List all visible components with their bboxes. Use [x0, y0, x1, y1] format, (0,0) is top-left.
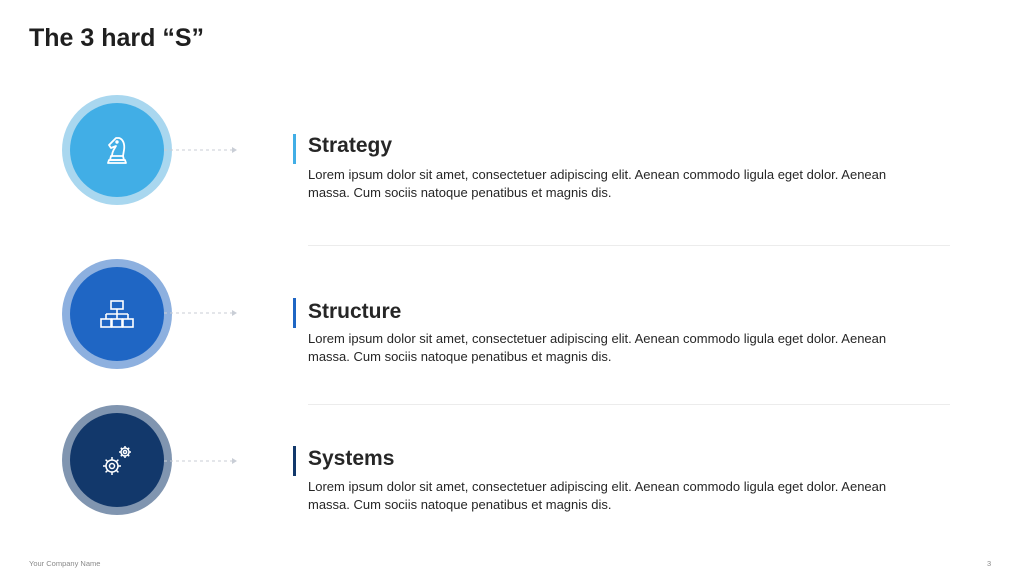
item-heading: Structure: [308, 300, 402, 323]
footer-company-name: Your Company Name: [29, 559, 101, 568]
circle-structure: [62, 259, 172, 369]
connector-arrow: [164, 456, 238, 466]
connector-arrow: [164, 145, 238, 155]
slide-title: The 3 hard “S”: [29, 24, 205, 52]
accent-bar: [293, 134, 296, 164]
item-description: Lorem ipsum dolor sit amet, consectetuer adipiscing elit. Aenean commodo ligula eget dolor. Aenean massa. Cum sociis natoque penatibus et magnis dis.: [308, 167, 887, 200]
s-item-strategy: [0, 95, 1024, 215]
divider: [308, 245, 950, 246]
chess-knight-icon: [97, 130, 137, 170]
gears-icon: [97, 440, 137, 480]
item-description: Lorem ipsum dolor sit amet, consectetuer adipiscing elit. Aenean commodo ligula eget dolor. Aenean massa. Cum sociis natoque penatibus et magnis dis.: [308, 331, 887, 364]
accent-bar: [293, 298, 296, 328]
accent-bar: [293, 446, 296, 476]
s-item-systems: [0, 405, 1024, 525]
circle-systems: [62, 405, 172, 515]
circle-strategy: [62, 95, 172, 205]
item-heading: Systems: [308, 447, 395, 470]
connector-arrow: [164, 308, 238, 318]
item-description: Lorem ipsum dolor sit amet, consectetuer adipiscing elit. Aenean commodo ligula eget dolor. Aenean massa. Cum sociis natoque penatibus et magnis dis.: [308, 479, 887, 512]
page-number: 3: [987, 559, 992, 568]
item-heading: Strategy: [308, 134, 393, 157]
s-item-structure: [0, 259, 1024, 379]
org-chart-icon: [97, 294, 137, 334]
